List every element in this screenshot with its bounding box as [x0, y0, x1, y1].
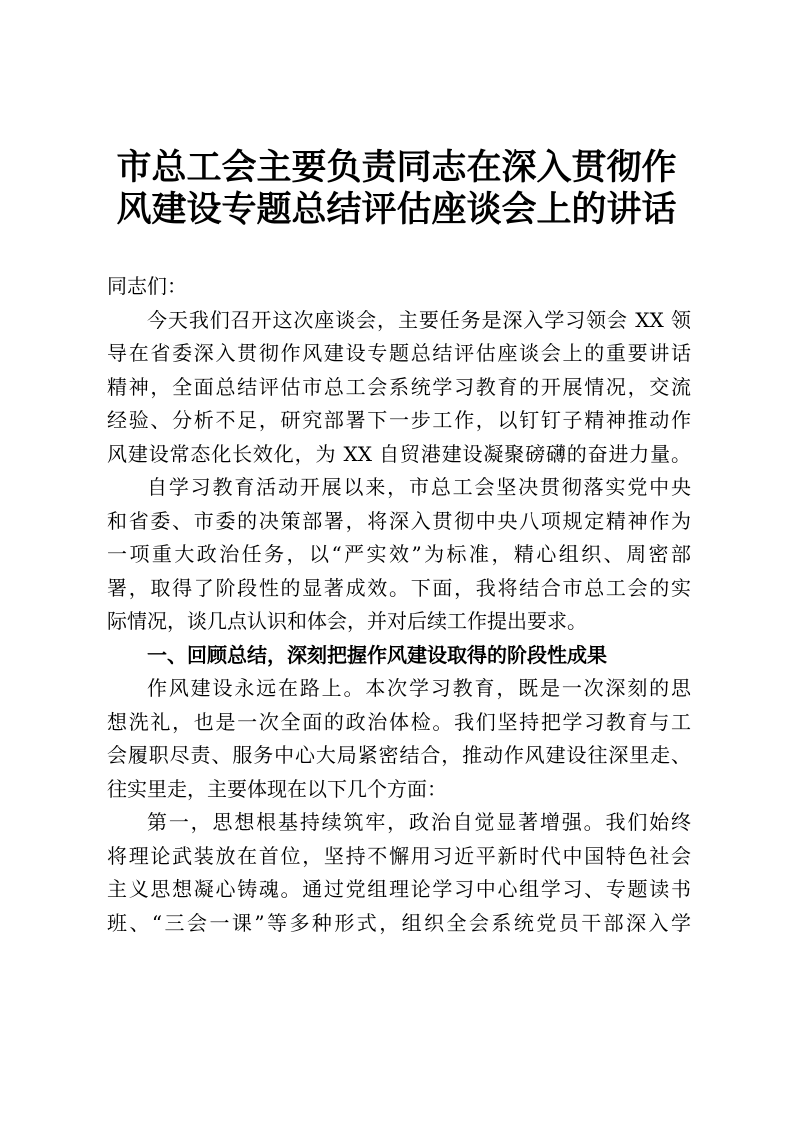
title-line-2: 风建设专题总结评估座谈会上的讲话	[116, 189, 677, 230]
paragraph-1-line-5: 风建设常态化长效化，为 XX 自贸港建设凝聚磅礴的奋进力量。	[107, 441, 691, 466]
paragraph-4-line-2: 将理论武装放在首位，坚持不懈用习近平新时代中国特色社会	[107, 843, 691, 868]
paragraph-3-line-3: 会履职尽责、服务中心大局紧密结合，推动作风建设往深里走、	[107, 743, 691, 767]
section-heading-1: 一、回顾总结，深刻把握作风建设取得的阶段性成果	[147, 642, 607, 667]
paragraph-1-line-4: 经验、分析不足，研究部署下一步工作，以钉钉子精神推动作	[107, 408, 691, 432]
paragraph-4-line-3: 主义思想凝心铸魂。通过党组理论学习中心组学习、专题读书	[107, 877, 691, 901]
paragraph-2-line-1: 自学习教育活动开展以来，市总工会坚决贯彻落实党中央	[147, 475, 691, 499]
paragraph-1-line-3: 精神，全面总结评估市总工会系统学习教育的开展情况，交流	[107, 374, 691, 399]
paragraph-1-line-1: 今天我们召开这次座谈会，主要任务是深入学习领会 XX 领	[147, 307, 691, 332]
document-body	[107, 270, 691, 940]
paragraph-3-line-2: 想洗礼，也是一次全面的政治体检。我们坚持把学习教育与工	[107, 709, 691, 734]
paragraph-4-line-4: 班、“三会一课”等多种形式，组织全会系统党员干部深入学	[107, 910, 691, 935]
paragraph-2-line-2: 和省委、市委的决策部署，将深入贯彻中央八项规定精神作为	[107, 508, 691, 533]
paragraph-3-line-4: 往实里走，主要体现在以下几个方面：	[107, 776, 447, 801]
paragraph-2-line-4: 署，取得了阶段性的显著成效。下面，我将结合市总工会的实	[107, 575, 691, 600]
paragraph-2-line-5: 际情况，谈几点认识和体会，并对后续工作提出要求。	[107, 609, 587, 633]
paragraph-1-line-2: 导在省委深入贯彻作风建设专题总结评估座谈会上的重要讲话	[107, 341, 691, 365]
paragraph-4-line-1: 第一，思想根基持续筑牢，政治自觉显著增强。我们始终	[147, 810, 691, 834]
paragraph-3-line-1: 作风建设永远在路上。本次学习教育，既是一次深刻的思	[147, 676, 691, 700]
paragraph-2-line-3: 一项重大政治任务，以“严实效”为标准，精心组织、周密部	[107, 542, 691, 566]
title-line-1: 市总工会主要负责同志在深入贯彻作	[116, 147, 677, 188]
document-title	[0, 147, 793, 231]
salutation: 同志们：	[107, 274, 187, 298]
